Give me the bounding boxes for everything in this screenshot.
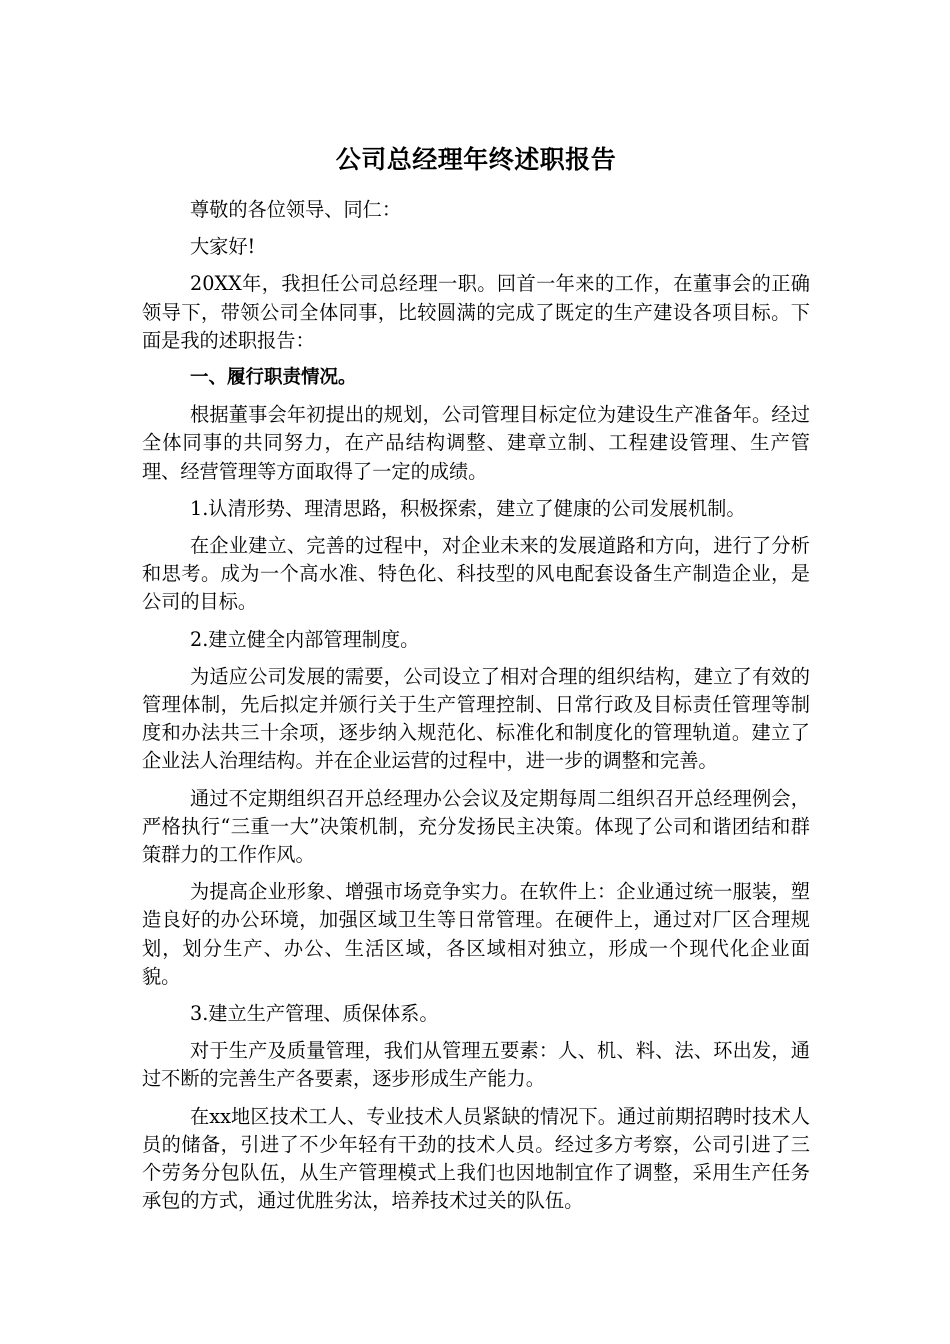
body-paragraph: 对于生产及质量管理，我们从管理五要素：人、机、料、法、环出发，通过不断的完善生产各要素，逐步形成生产能力。 (142, 1039, 810, 1091)
subsection-title: 2.建立健全内部管理制度。 (190, 627, 420, 651)
body-paragraph: 为提高企业形象、增强市场竞争实力。在软件上：企业通过统一服装，塑造良好的办公环境，加强区域卫生等日常管理。在硬件上，通过对厂区合理规划，划分生产、办公、生活区域，各区域相对独立，形成一个现代化企业面貌。 (142, 880, 810, 988)
body-paragraph: 为适应公司发展的需要，公司设立了相对合理的组织结构，建立了有效的管理体制，先后拟定并颁行关于生产管理控制、日常行政及目标责任管理等制度和办法共三十余项，逐步纳入规范化、标准化和制度化的管理轨道。建立了企业法人治理结构。并在企业运营的过程中，进一步的调整和完善。 (142, 664, 810, 773)
body-paragraph: 在企业建立、完善的过程中，对企业未来的发展道路和方向，进行了分析和思考。成为一个高水准、特色化、科技型的风电配套设备生产制造企业，是公司的目标。 (142, 534, 810, 614)
salutation: 尊敬的各位领导、同仁： (190, 198, 402, 221)
body-paragraph: 通过不定期组织召开总经理办公会议及定期每周二组织召开总经理例会，严格执行“三重一大”决策机制，充分发扬民主决策。体现了公司和谐团结和群策群力的工作作风。 (142, 786, 810, 867)
section-heading: 一、履行职责情况。 (190, 367, 357, 389)
greeting: 大家好! (190, 235, 256, 259)
body-paragraph: 根据董事会年初提出的规划，公司管理目标定位为建设生产准备年。经过全体同事的共同努力，在产品结构调整、建章立制、工程建设管理、生产管理、经营管理等方面取得了一定的成绩。 (142, 403, 810, 483)
paragraph-list (142, 196, 810, 1216)
document-title: 公司总经理年终述职报告 (335, 145, 617, 174)
subsection-title: 3.建立生产管理、质保体系。 (190, 1002, 439, 1026)
intro-paragraph: 20XX年，我担任公司总经理一职。回首一年来的工作，在董事会的正确领导下，带领公司全体同事，比较圆满的完成了既定的生产建设各项目标。下面是我的述职报告： (142, 272, 810, 352)
body-paragraph: 在xx地区技术工人、专业技术人员紧缺的情况下。通过前期招聘时技术人员的储备，引进了不少年轻有干劲的技术人员。经过多方考察，公司引进了三个劳务分包队伍，从生产管理模式上我们也因地制宜作了调整，采用生产任务承包的方式，通过优胜劣汰，培养技术过关的队伍。 (142, 1104, 810, 1213)
subsection-title: 1.认清形势、理清思路，积极探索，建立了健康的公司发展机制。 (190, 496, 746, 520)
document-body (142, 140, 810, 1225)
